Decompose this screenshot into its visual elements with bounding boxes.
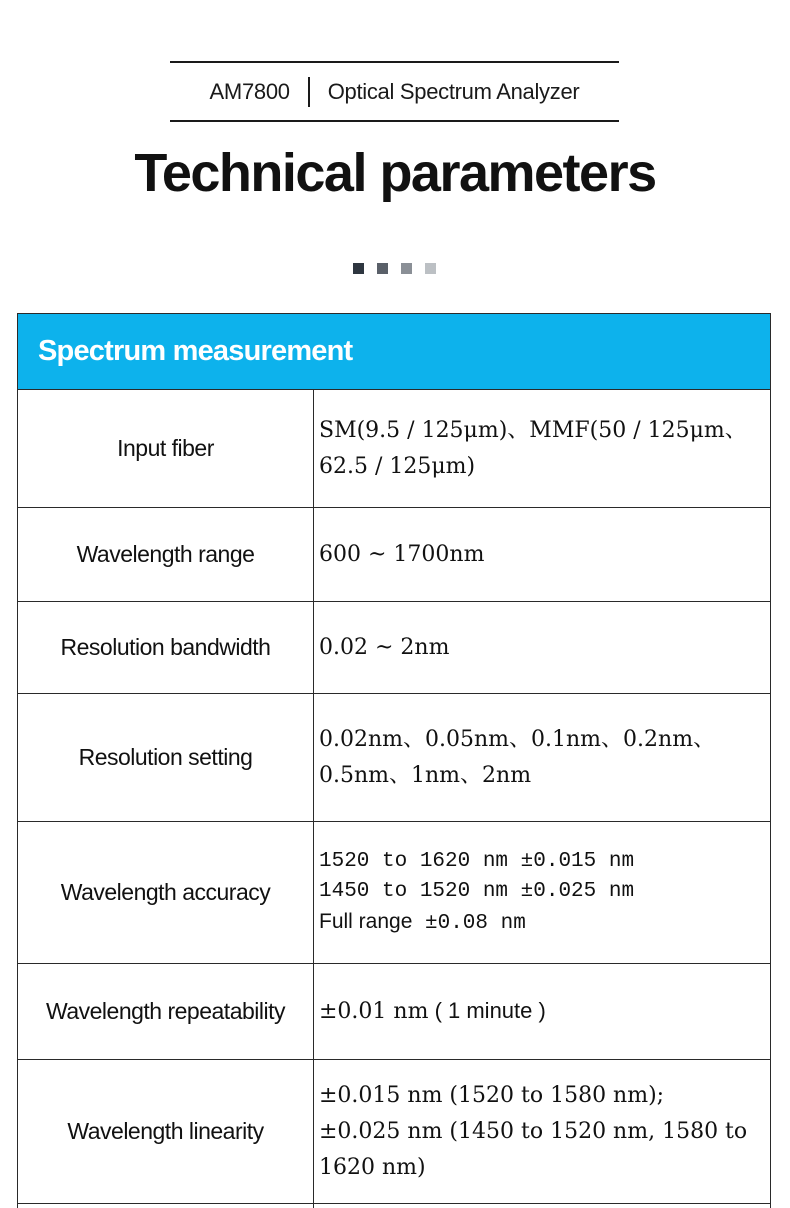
- value-line: 0.5nm、1nm、2nm: [319, 762, 532, 788]
- dot-4: [425, 263, 436, 274]
- value-line: 1450 to 1520 nm ±0.025 nm: [319, 879, 635, 903]
- full-range-label: Full range: [319, 909, 413, 933]
- row-label: [18, 1204, 314, 1208]
- full-range-value: ±0.08 nm: [412, 911, 526, 935]
- value-line: SM(9.5 / 125μm)、MMF(50 / 125μm、: [319, 417, 747, 443]
- value-line: 62.5 / 125μm): [319, 453, 476, 479]
- row-value: [314, 508, 770, 601]
- value-line: 600 ~ 1700nm: [319, 541, 485, 567]
- header-separator: [308, 77, 310, 107]
- decorative-dots: [353, 263, 449, 274]
- value-line: 1620 nm): [319, 1154, 426, 1180]
- row-label: Wavelength range: [18, 508, 314, 601]
- table-row: [18, 602, 770, 694]
- row-value: [314, 390, 770, 507]
- header-top-rule: [170, 61, 619, 63]
- spec-table: [17, 313, 771, 1208]
- row-label: Input fiber: [18, 390, 314, 507]
- dot-3: [401, 263, 412, 274]
- row-label: Wavelength linearity: [18, 1060, 314, 1203]
- row-value: [314, 602, 770, 693]
- table-row: [18, 508, 770, 602]
- row-value: [314, 694, 770, 821]
- model-name: AM7800: [209, 79, 290, 104]
- value-line: [319, 993, 770, 1030]
- header-bottom-rule: [170, 120, 619, 122]
- table-row: [18, 1204, 770, 1208]
- table-row: [18, 964, 770, 1060]
- product-name: Optical Spectrum Analyzer: [327, 79, 580, 104]
- repeatability-value: ±0.01 nm: [319, 999, 429, 1024]
- value-line: [319, 907, 770, 939]
- page-title: Technical parameters: [134, 143, 656, 203]
- value-line: ±0.015 nm (1520 to 1580 nm);: [319, 1082, 665, 1108]
- table-row: [18, 1060, 770, 1204]
- table-row: [18, 390, 770, 508]
- header-banner: [170, 74, 619, 110]
- row-label: Wavelength repeatability: [18, 964, 314, 1059]
- row-label: Wavelength accuracy: [18, 822, 314, 963]
- section-header: Spectrum measurement: [18, 314, 770, 390]
- row-value: [314, 964, 770, 1059]
- table-row: [18, 694, 770, 822]
- value-line: 0.02 ~ 2nm: [319, 634, 450, 660]
- value-line: 0.02nm、0.05nm、0.1nm、0.2nm、: [319, 726, 716, 752]
- row-value: [314, 1204, 770, 1208]
- row-value: [314, 822, 770, 963]
- dot-1: [353, 263, 364, 274]
- value-line: 1520 to 1620 nm ±0.015 nm: [319, 849, 635, 873]
- dot-2: [377, 263, 388, 274]
- row-label: Resolution setting: [18, 694, 314, 821]
- table-row: [18, 822, 770, 964]
- row-label: Resolution bandwidth: [18, 602, 314, 693]
- row-value: [314, 1060, 770, 1203]
- value-line: ±0.025 nm (1450 to 1520 nm, 1580 to: [319, 1118, 748, 1144]
- repeatability-condition: ( 1 minute ): [428, 998, 546, 1023]
